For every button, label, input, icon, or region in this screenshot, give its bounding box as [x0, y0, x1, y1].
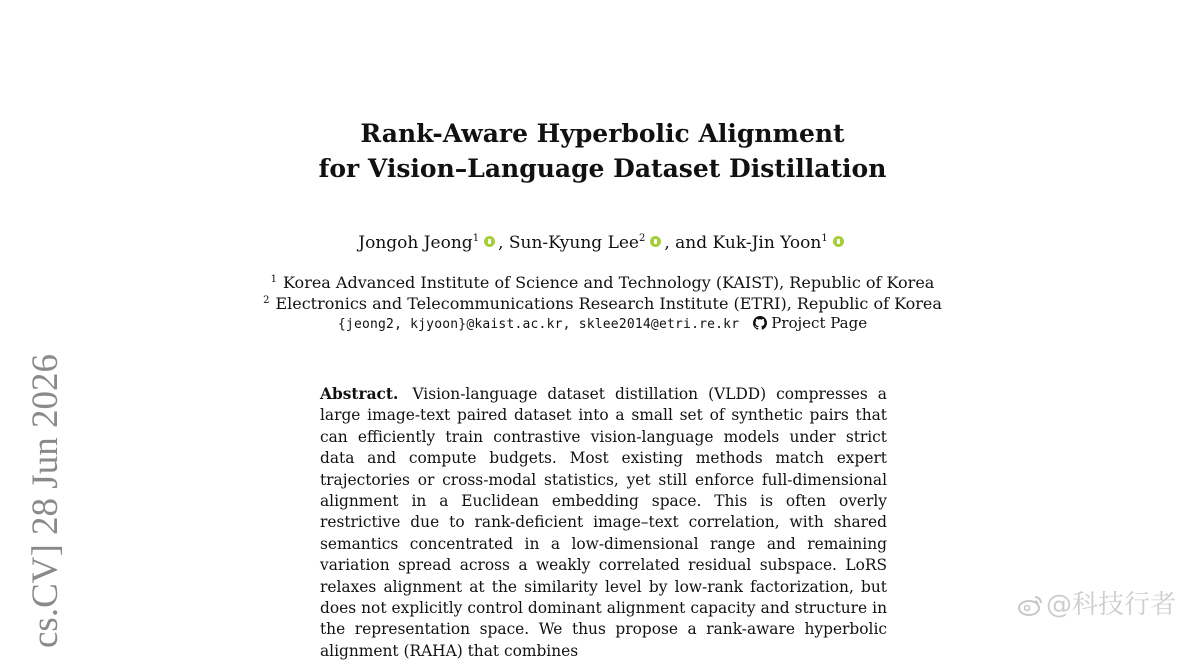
- author-name: Kuk-Jin Yoon: [712, 233, 822, 253]
- paper-title: [200, 116, 1005, 186]
- contact-line: [200, 313, 1005, 335]
- abstract: [320, 384, 887, 662]
- affiliation-text: Electronics and Telecommunications Research Institute (ETRI), Republic of Korea: [275, 294, 942, 313]
- author-name: Sun-Kyung Lee: [508, 233, 639, 253]
- abstract-text: Vision-language dataset distillation (VLDD) compresses a large image-text paired dataset into a small set of synthetic pairs that can efficiently train contrastive vision-language models under strict data and compute budgets. Most existing methods match expert trajectories or cross-modal statistics, yet still enforce full-dimensional alignment in a Euclidean embedding space. This is often overly restrictive due to rank-deficient image–text correlation, with shared semantics concentrated in a low-dimensional range and remaining variation spread across a weakly correlated residual subspace. LoRS relaxes alignment at the similarity level by low-rank factorization, but does not explicitly control dominant alignment capacity and structure in the representation space. We thus propose a rank-aware hyperbolic alignment (RAHA) that combines: [320, 385, 887, 660]
- affiliation-1: [200, 270, 1005, 293]
- watermark: [1018, 588, 1176, 622]
- affiliation-2: [200, 291, 1005, 314]
- orcid-icon[interactable]: [833, 236, 844, 247]
- watermark-text: @科技行者: [1045, 590, 1176, 620]
- author-list: [200, 226, 1005, 256]
- orcid-icon[interactable]: [650, 236, 661, 247]
- project-page-link[interactable]: Project Page: [771, 314, 868, 332]
- author-affiliation-mark: 2: [638, 233, 646, 244]
- author-separator: ,: [498, 233, 509, 253]
- affiliation-text: Korea Advanced Institute of Science and Technology (KAIST), Republic of Korea: [283, 273, 935, 292]
- author-name: Jongoh Jeong: [358, 233, 473, 253]
- affiliation-mark: 1: [270, 274, 278, 285]
- github-icon[interactable]: [753, 316, 767, 330]
- weibo-logo-icon: [1018, 594, 1044, 616]
- author-emails[interactable]: {jeong2, kjyoon}@kaist.ac.kr, sklee2014@etri.re.kr: [337, 317, 740, 332]
- author-affiliation-mark: 1: [821, 233, 828, 244]
- affiliation-mark: 2: [263, 295, 270, 306]
- arxiv-identifier-stamp: cs.CV] 28 Jun 2026: [25, 354, 66, 648]
- author-separator: , and: [664, 233, 713, 253]
- abstract-label: Abstract.: [320, 385, 399, 403]
- author-affiliation-mark: 1: [472, 233, 480, 244]
- orcid-icon[interactable]: [484, 236, 495, 247]
- paper-title-line-2: for Vision–Language Dataset Distillation: [318, 154, 887, 183]
- paper-title-line-1: Rank-Aware Hyperbolic Alignment: [360, 119, 845, 148]
